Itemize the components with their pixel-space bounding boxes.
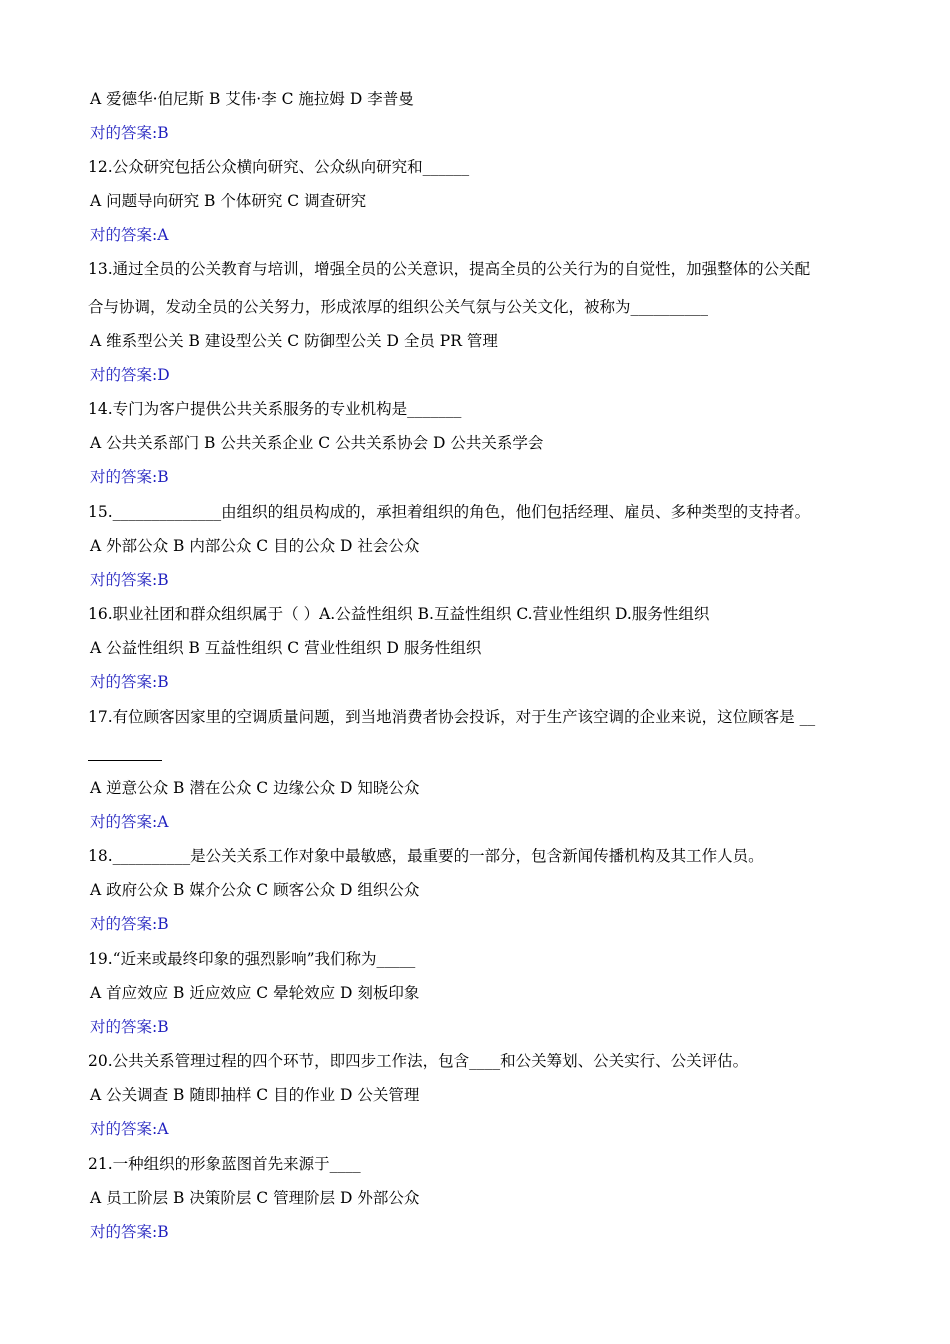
question-15: 15.______________由组织的组员构成的，承担着组织的角色，他们包括经理、雇员、多种类型的支持者。	[88, 503, 811, 521]
options-13: A 维系型公关 B 建设型公关 C 防御型公关 D 全员 PR 管理	[90, 332, 498, 350]
answer-17: 对的答案:A	[90, 813, 169, 831]
answer-21: 对的答案:B	[90, 1223, 169, 1241]
question-17: 17.有位顾客因家里的空调质量问题，到当地消费者协会投诉，对于生产该空调的企业来说，这位顾客是 __	[88, 708, 816, 726]
options-20: A 公关调查 B 随即抽样 C 目的作业 D 公关管理	[90, 1086, 420, 1104]
options-18: A 政府公众 B 媒介公众 C 顾客公众 D 组织公众	[90, 881, 420, 899]
answer-16: 对的答案:B	[90, 673, 169, 691]
options-17: A 逆意公众 B 潜在公众 C 边缘公众 D 知晓公众	[90, 779, 420, 797]
options-19: A 首应效应 B 近应效应 C 晕轮效应 D 刻板印象	[90, 984, 420, 1002]
options-21: A 员工阶层 B 决策阶层 C 管理阶层 D 外部公众	[90, 1189, 420, 1207]
question-20: 20.公共关系管理过程的四个环节，即四步工作法，包含____和公关筹划、公关实行、公关评估。	[88, 1052, 749, 1070]
question-14: 14.专门为客户提供公共关系服务的专业机构是_______	[88, 400, 462, 418]
answer-blank-underline	[88, 760, 162, 761]
options-12: A 问题导向研究 B 个体研究 C 调查研究	[90, 192, 367, 210]
options-16: A 公益性组织 B 互益性组织 C 营业性组织 D 服务性组织	[90, 639, 482, 657]
options-11: A 爱德华·伯尼斯 B 艾伟·李 C 施拉姆 D 李普曼	[90, 90, 414, 108]
answer-18: 对的答案:B	[90, 915, 169, 933]
answer-19: 对的答案:B	[90, 1018, 169, 1036]
question-21: 21.一种组织的形象蓝图首先来源于____	[88, 1155, 361, 1173]
answer-11: 对的答案:B	[90, 124, 169, 142]
question-19: 19.“近来或最终印象的强烈影响”我们称为_____	[88, 950, 416, 968]
answer-14: 对的答案:B	[90, 468, 169, 486]
answer-20: 对的答案:A	[90, 1120, 169, 1138]
question-12: 12.公众研究包括公众横向研究、公众纵向研究和______	[88, 158, 470, 176]
answer-15: 对的答案:B	[90, 571, 169, 589]
question-13-line-2: 合与协调，发动全员的公关努力，形成浓厚的组织公关气氛与公关文化，被称为__________	[88, 298, 709, 316]
answer-12: 对的答案:A	[90, 226, 169, 244]
options-15: A 外部公众 B 内部公众 C 目的公众 D 社会公众	[90, 537, 420, 555]
question-13-line-1: 13.通过全员的公关教育与培训，增强全员的公关意识，提高全员的公关行为的自觉性，加强整体的公关配	[88, 260, 811, 278]
question-18: 18.__________是公关关系工作对象中最敏感，最重要的一部分，包含新闻传播机构及其工作人员。	[88, 847, 764, 865]
answer-13: 对的答案:D	[90, 366, 170, 384]
question-16: 16.职业社团和群众组织属于（ ）A.公益性组织 B.互益性组织 C.营业性组织 D.服务性组织	[88, 605, 710, 623]
options-14: A 公共关系部门 B 公共关系企业 C 公共关系协会 D 公共关系学会	[90, 434, 544, 452]
